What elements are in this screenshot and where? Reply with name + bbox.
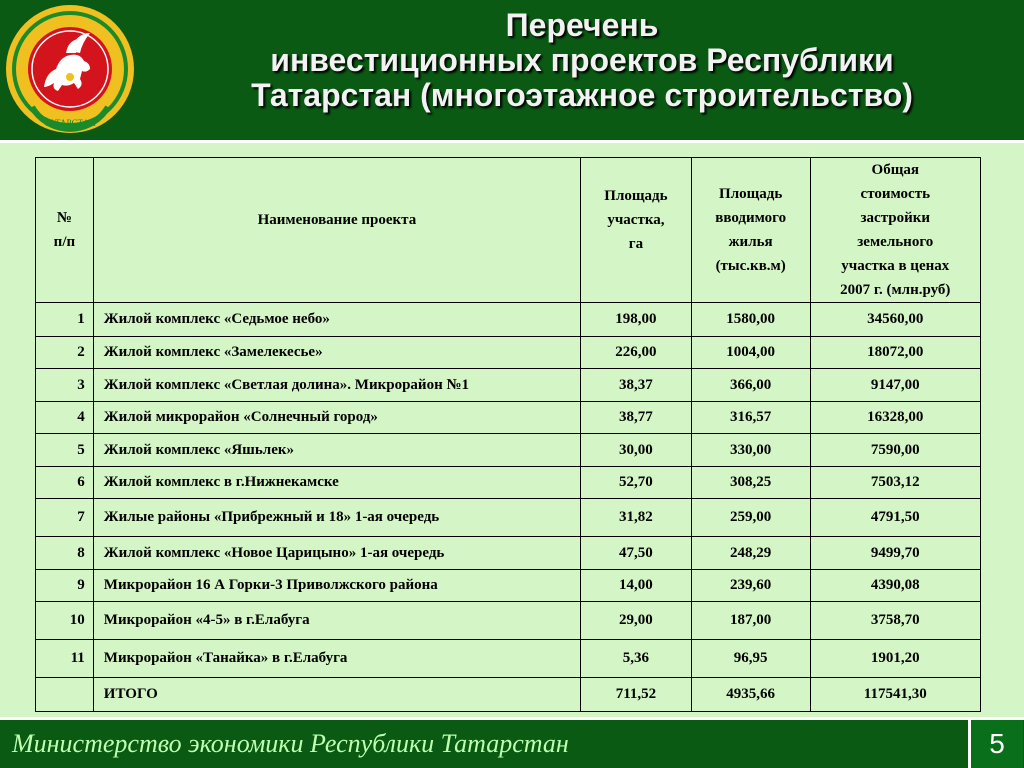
cell-name: Жилой комплекс «Яшьлек» <box>93 434 580 467</box>
cell-total-housing: 4935,66 <box>691 678 810 712</box>
cell-housing: 316,57 <box>691 402 810 434</box>
cell-cost: 4390,08 <box>810 570 980 602</box>
cell-housing: 248,29 <box>691 537 810 570</box>
column-header-housing: Площадь вводимого жилья (тыс.кв.м) <box>691 158 810 303</box>
title-line-1: Перечень <box>505 7 659 43</box>
table-row <box>36 467 981 499</box>
table-row <box>36 602 981 640</box>
cell-num: 5 <box>36 434 94 467</box>
table-row <box>36 402 981 434</box>
column-header-cost: Общая стоимость застройки земельного участка в ценах 2007 г. (млн.руб) <box>810 158 980 303</box>
cell-cost: 7503,12 <box>810 467 980 499</box>
cell-housing: 366,00 <box>691 369 810 402</box>
cell-num: 11 <box>36 640 94 678</box>
page-title <box>140 8 1024 113</box>
table-row <box>36 434 981 467</box>
table-row <box>36 369 981 402</box>
cell-name: Жилой комплекс «Седьмое небо» <box>93 303 580 337</box>
title-line-2: инвестиционных проектов Республики <box>270 42 894 78</box>
cell-area: 14,00 <box>581 570 692 602</box>
cell-area: 198,00 <box>581 303 692 337</box>
cell-housing: 330,00 <box>691 434 810 467</box>
cell-area: 29,00 <box>581 602 692 640</box>
cell-name: Жилые районы «Прибрежный и 18» 1-ая очередь <box>93 499 580 537</box>
cell-num: 9 <box>36 570 94 602</box>
cell-cost: 16328,00 <box>810 402 980 434</box>
cell-area: 38,77 <box>581 402 692 434</box>
header-divider <box>0 140 1024 143</box>
cell-num: 7 <box>36 499 94 537</box>
cell-housing: 259,00 <box>691 499 810 537</box>
cell-cost: 9147,00 <box>810 369 980 402</box>
column-header-name: Наименование проекта <box>93 158 580 303</box>
cell-total-area: 711,52 <box>581 678 692 712</box>
cell-num: 1 <box>36 303 94 337</box>
cell-housing: 96,95 <box>691 640 810 678</box>
cell-cost: 3758,70 <box>810 602 980 640</box>
cell-cost: 18072,00 <box>810 337 980 369</box>
cell-num <box>36 678 94 712</box>
cell-cost: 4791,50 <box>810 499 980 537</box>
cell-area: 52,70 <box>581 467 692 499</box>
cell-housing: 187,00 <box>691 602 810 640</box>
projects-table <box>35 157 981 712</box>
cell-num: 6 <box>36 467 94 499</box>
cell-num: 4 <box>36 402 94 434</box>
cell-name: Микрорайон 16 А Горки-3 Приволжского района <box>93 570 580 602</box>
title-line-3: Татарстан (многоэтажное строительство) <box>251 77 913 113</box>
cell-area: 30,00 <box>581 434 692 467</box>
cell-housing: 1580,00 <box>691 303 810 337</box>
cell-area: 38,37 <box>581 369 692 402</box>
cell-num: 2 <box>36 337 94 369</box>
column-header-area: Площадь участка, га <box>581 158 692 303</box>
cell-num: 8 <box>36 537 94 570</box>
cell-cost: 1901,20 <box>810 640 980 678</box>
cell-area: 47,50 <box>581 537 692 570</box>
footer <box>0 720 1024 768</box>
cell-housing: 239,60 <box>691 570 810 602</box>
table-total-row <box>36 678 981 712</box>
cell-area: 5,36 <box>581 640 692 678</box>
header <box>0 0 1024 140</box>
column-header-num: № п/п <box>36 158 94 303</box>
cell-total-label: ИТОГО <box>93 678 580 712</box>
cell-name: Микрорайон «Танайка» в г.Елабуга <box>93 640 580 678</box>
cell-cost: 7590,00 <box>810 434 980 467</box>
table-row <box>36 640 981 678</box>
emblem-caption: ТАТАРСТАН <box>44 118 96 128</box>
cell-cost: 34560,00 <box>810 303 980 337</box>
cell-housing: 1004,00 <box>691 337 810 369</box>
ministry-name: Министерство экономики Республики Татарстан <box>12 729 569 758</box>
cell-area: 31,82 <box>581 499 692 537</box>
table-row <box>36 337 981 369</box>
table-row <box>36 499 981 537</box>
cell-num: 3 <box>36 369 94 402</box>
cell-name: Жилой комплекс в г.Нижнекамске <box>93 467 580 499</box>
cell-area: 226,00 <box>581 337 692 369</box>
page-number: 5 <box>968 720 1023 768</box>
cell-name: Жилой комплекс «Светлая долина». Микрорайон №1 <box>93 369 580 402</box>
cell-cost: 9499,70 <box>810 537 980 570</box>
cell-total-cost: 117541,30 <box>810 678 980 712</box>
table-row <box>36 303 981 337</box>
cell-housing: 308,25 <box>691 467 810 499</box>
table-header-row <box>36 158 981 303</box>
table-row <box>36 537 981 570</box>
cell-name: Жилой комплекс «Замелекесье» <box>93 337 580 369</box>
tatarstan-emblem-icon <box>4 3 136 135</box>
cell-name: Жилой микрорайон «Солнечный город» <box>93 402 580 434</box>
cell-num: 10 <box>36 602 94 640</box>
cell-name: Жилой комплекс «Новое Царицыно» 1-ая очередь <box>93 537 580 570</box>
table-row <box>36 570 981 602</box>
cell-name: Микрорайон «4-5» в г.Елабуга <box>93 602 580 640</box>
